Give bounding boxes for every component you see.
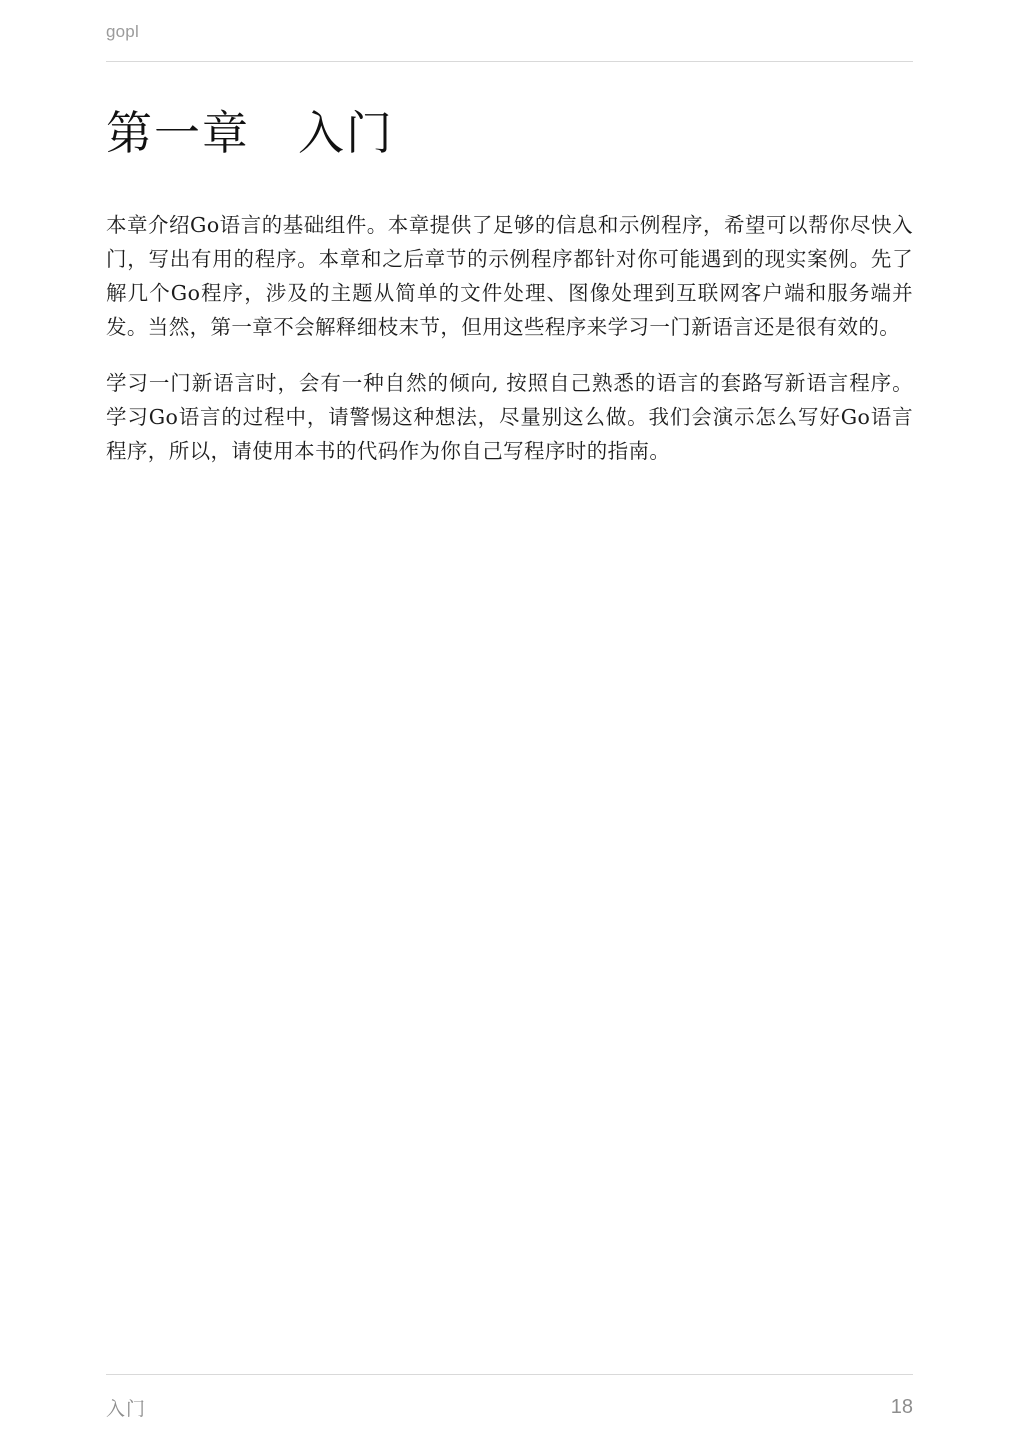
page-content: [106, 104, 913, 490]
body-paragraph: 本章介绍Go语言的基础组件。本章提供了足够的信息和示例程序，希望可以帮你尽快入门，写出有用的程序。本章和之后章节的示例程序都针对你可能遇到的现实案例。先了解几个Go程序，涉及的主题从简单的文件处理、图像处理到互联网客户端和服务端并发。当然，第一章不会解释细枝末节，但用这些程序来学习一门新语言还是很有效的。: [106, 212, 913, 339]
running-header: [106, 0, 913, 62]
running-footer: [106, 1374, 913, 1440]
body-paragraph: 学习一门新语言时，会有一种自然的倾向, 按照自己熟悉的语言的套路写新语言程序。学习Go语言的过程中，请警惕这种想法，尽量别这么做。我们会演示怎么写好Go语言程序，所以，请使用本书的代码作为你自己写程序时的指南。: [106, 370, 913, 463]
header-book-title: gopl: [106, 22, 139, 41]
chapter-title: 第一章 入门: [106, 106, 394, 160]
footer-page-number: 18: [890, 1396, 913, 1418]
footer-section-label: 入门: [106, 1398, 147, 1420]
